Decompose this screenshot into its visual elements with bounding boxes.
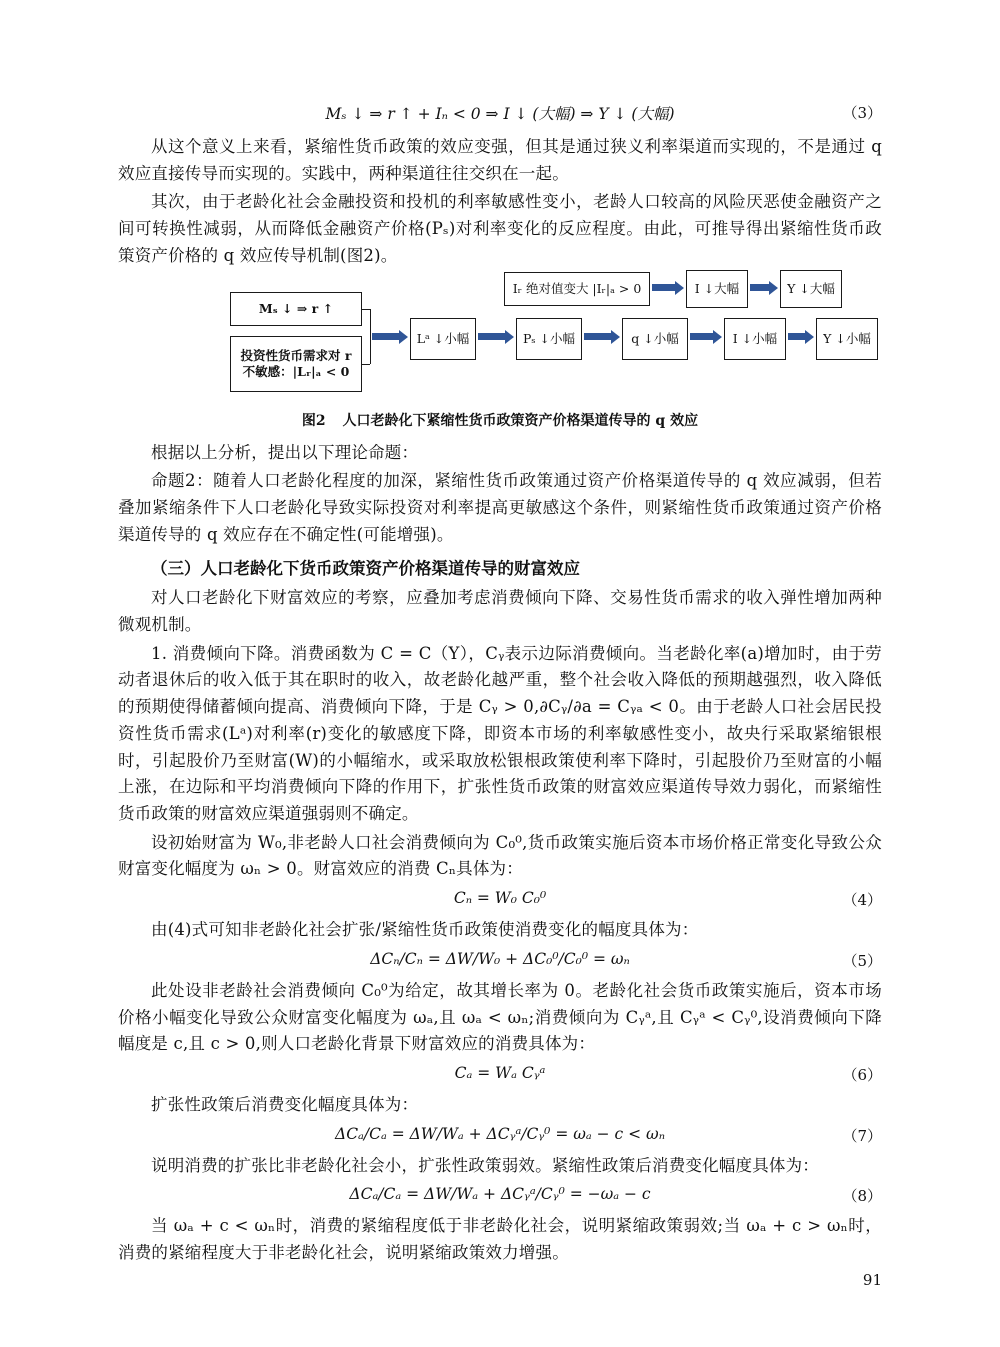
paragraph-11: 说明消费的扩张比非老龄化社会小，扩张性政策弱效。紧缩性政策后消费变化幅度具体为：: [151, 1155, 819, 1175]
equation-8-number: （8）: [842, 1187, 882, 1206]
figure-arrow-6: [690, 331, 722, 343]
figure-node-la: Lᵃ ↓小幅: [410, 318, 476, 360]
figure-arrow-7: [788, 331, 814, 343]
equation-8-body: ΔCₐ/Cₐ = ΔW/Wₐ + ΔCᵧᵃ/Cᵧ⁰ = −ωₐ − c: [349, 1185, 651, 1204]
equation-5-body: ΔCₙ/Cₙ = ΔW/W₀ + ΔC₀⁰/C₀⁰ = ωₙ: [370, 949, 630, 968]
equation-3: [118, 102, 882, 124]
figure-node-q: q ↓小幅: [622, 318, 688, 360]
figure-2: [118, 280, 882, 434]
equation-3-number: （3）: [842, 104, 882, 122]
figure-arrow-1: [372, 331, 408, 343]
equation-4: [118, 889, 882, 910]
paragraph-9: 此处设非老龄社会消费倾向 C₀⁰为给定，故其增长率为 0。老龄化社会货币政策实施后，资本市场价格小幅变化导致公众财富变化幅度为 ωₐ,且 ωₐ < ωₙ;消费倾向为 Cᵧᵃ,且 Cᵧᵃ < Cᵧ⁰,设消费倾向下降幅度是 c,且 c > 0,则人口老龄化背景下财富效应的消费具体为：: [118, 980, 882, 1054]
equation-8: [118, 1185, 882, 1206]
paragraph-5: 对人口老龄化下财富效应的考察，应叠加考虑消费倾向下降、交易性货币需求的收入弹性增加两种微观机制。: [118, 588, 882, 634]
figure-node-ir: Iᵣ 绝对值变大 |Iᵣ|ₐ > 0: [504, 272, 650, 306]
page-content: [118, 96, 882, 1269]
paragraph-2: 其次，由于老龄化社会金融投资和投机的利率敏感性变小，老龄人口较高的风险厌恶使金融资产之间可转换性减弱，从而降低金融资产价格(Pₛ)对利率变化的反应程度。由此，可推导得出紧缩性货币政策资产价格的 q 效应传导机制(图2)。: [118, 192, 882, 265]
equation-3-body: Mₛ ↓ ⇒ r ↑ + Iₙ < 0 ⇒ I ↓ (大幅) ⇒ Y ↓ (大幅): [325, 105, 675, 123]
equation-6-body: Cₐ = Wₐ Cᵧᵃ: [454, 1063, 546, 1082]
figure-arrow-3: [584, 331, 620, 343]
figure-node-y-small: Y ↓小幅: [816, 318, 878, 360]
equation-6-number: （6）: [842, 1065, 882, 1084]
figure-node-i-small: I ↓小幅: [724, 318, 786, 360]
figure-node-ms-r: Mₛ ↓ ⇒ r ↑: [230, 292, 362, 326]
figure-node-money-demand: 投资性货币需求对 r 不敏感：|Lᵣ|ₐ < 0: [230, 336, 362, 392]
figure-2-canvas: [118, 280, 882, 408]
paragraph-3: 根据以上分析，提出以下理论命题：: [151, 442, 419, 462]
figure-node-i-large: I ↓大幅: [686, 270, 748, 308]
figure-node-y-large: Y ↓大幅: [780, 270, 842, 308]
equation-5: [118, 950, 882, 968]
figure-arrow-5: [750, 282, 778, 294]
figure-bracket-top: [362, 309, 370, 310]
figure-2-caption-text: 人口老龄化下紧缩性货币政策资产价格渠道传导的 q 效应: [342, 412, 699, 429]
figure-node-ps: Pₛ ↓小幅: [516, 318, 582, 360]
figure-bracket-vertical: [370, 309, 371, 364]
figure-bracket-bottom: [362, 364, 370, 365]
paragraph-8: 由(4)式可知非老龄化社会扩张/紧缩性货币政策使消费变化的幅度具体为：: [151, 920, 699, 940]
equation-4-body: Cₙ = W₀ C₀⁰: [453, 889, 547, 908]
paragraph-4: 命题2：随着人口老龄化程度的加深，紧缩性货币政策通过资产价格渠道传导的 q 效应减弱，但若叠加紧缩条件下人口老龄化导致实际投资对利率提高更敏感这个条件，则紧缩性货币政策通过资产价格渠道传导的 q 效应存在不确定性(可能增强)。: [118, 471, 882, 544]
figure-arrow-4: [652, 282, 684, 294]
paragraph-12: 当 ωₐ + c < ωₙ时，消费的紧缩程度低于非老龄化社会，说明紧缩政策弱效;当 ωₐ + c > ωₙ时，消费的紧缩程度大于非老龄化社会，说明紧缩政策效力增强。: [118, 1216, 882, 1263]
page-number: 91: [862, 1271, 882, 1289]
figure-2-caption-label: 图2: [301, 412, 326, 429]
paragraph-7: 设初始财富为 W₀,非老龄人口社会消费倾向为 C₀⁰,货币政策实施后资本市场价格正常变化导致公众财富变化幅度为 ωₙ > 0。财富效应的消费 Cₙ具体为：: [118, 832, 882, 879]
equation-4-number: （4）: [842, 891, 882, 910]
section-heading-3: （三）人口老龄化下货币政策资产价格渠道传导的财富效应: [151, 559, 580, 579]
paragraph-10: 扩张性政策后消费变化幅度具体为：: [151, 1094, 419, 1114]
equation-7-number: （7）: [842, 1126, 882, 1145]
paragraph-1: 从这个意义上来看，紧缩性货币政策的效应变强，但其是通过狭义利率渠道而实现的，不是通过 q 效应直接传导而实现的。实践中，两种渠道往往交织在一起。: [118, 137, 882, 183]
equation-7: [118, 1125, 882, 1143]
figure-2-caption: [118, 410, 882, 430]
equation-7-body: ΔCₐ/Cₐ = ΔW/Wₐ + ΔCᵧᵃ/Cᵧ⁰ = ωₐ − c < ωₙ: [335, 1124, 665, 1143]
equation-6: [118, 1064, 882, 1082]
figure-arrow-2: [478, 331, 514, 343]
equation-5-number: （5）: [842, 951, 882, 970]
paragraph-6: 1. 消费倾向下降。消费函数为 C = C（Y），Cᵧ表示边际消费倾向。当老龄化率(a)增加时，由于劳动者退休后的收入低于其在职时的收入，故老龄化越严重，整个社会收入降低的预期越强烈，收入降低的预期使得储蓄倾向提高、消费倾向下降，于是 Cᵧ > 0,∂Cᵧ/∂a = Cᵧₐ < 0。由于老龄人口社会居民投资性货币需求(Lᵃ)对利率(r)变化的敏感度下降，即资本市场的利率敏感性变小，故央行采取紧缩银根时，引起股价乃至财富(W)的小幅缩水，或采取放松银根政策使利率下降时，引起股价乃至财富的小幅上涨，在边际和平均消费倾向下降的作用下，扩张性货币政策的财富效应渠道传导效力弱化，而紧缩性货币政策的财富效应渠道强弱则不确定。: [118, 643, 882, 823]
